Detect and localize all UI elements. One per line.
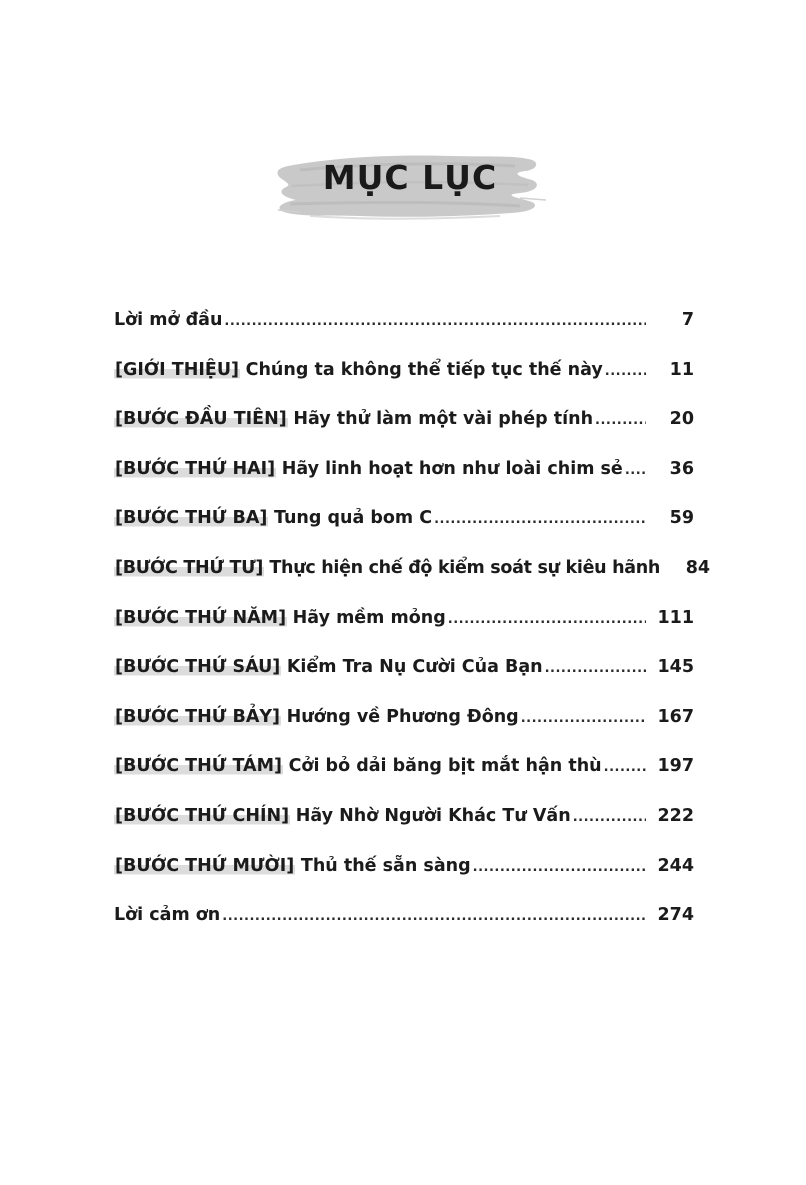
toc-entry-title: Hãy linh hoạt hơn như loài chim sẻ	[281, 458, 623, 479]
toc-entry[interactable]	[114, 796, 694, 846]
toc-entry-text	[114, 647, 543, 677]
toc-entry-title: Hãy Nhờ Người Khác Tư Vấn	[295, 805, 571, 826]
toc-entry-text	[114, 746, 602, 776]
toc-entry-text	[114, 300, 222, 330]
toc-entry-text	[114, 697, 519, 727]
toc-entry[interactable]	[114, 399, 694, 449]
dot-leader	[473, 860, 646, 875]
dot-leader	[595, 413, 646, 428]
toc-page-number: 197	[657, 756, 694, 777]
page-title: MỤC LỤC	[322, 158, 498, 197]
toc-entry[interactable]	[114, 895, 694, 945]
toc-entry-text	[114, 796, 571, 826]
toc-page-number: 274	[657, 905, 694, 926]
dot-leader	[224, 314, 646, 329]
toc-entry-text	[114, 895, 220, 925]
toc-entry[interactable]	[114, 846, 694, 896]
dot-leader	[604, 760, 646, 775]
toc-page-number: 222	[657, 805, 694, 826]
toc-entry-text	[114, 449, 623, 479]
toc-entry-title: Tung quả bom C	[273, 508, 433, 529]
toc-entry-text	[114, 350, 603, 380]
toc-entry-title: Hãy mềm mỏng	[292, 607, 446, 628]
toc-entry[interactable]	[114, 449, 694, 499]
toc-entry-text	[114, 548, 660, 578]
toc-entry-tag: [BƯỚC THỨ HAI]	[115, 458, 276, 479]
toc-page-number: 59	[669, 508, 694, 529]
toc-entry[interactable]	[114, 598, 694, 648]
toc-page-number: 244	[657, 855, 694, 876]
toc-entry[interactable]	[114, 350, 694, 400]
dot-leader	[521, 711, 646, 726]
toc-entry-tag: [BƯỚC THỨ NĂM]	[115, 607, 287, 628]
toc-entry[interactable]	[114, 548, 711, 598]
dot-leader	[605, 364, 646, 379]
toc-entry-text	[114, 399, 593, 429]
dot-leader	[573, 810, 646, 825]
toc-entry-text	[114, 598, 446, 628]
toc-entry-title: Lời mở đầu	[114, 310, 223, 330]
toc-entry-tag: [GIỚI THIỆU]	[115, 359, 240, 380]
toc-entry[interactable]	[114, 300, 694, 350]
toc-entry-title: Hướng về Phương Đông	[286, 706, 519, 727]
toc-entry-tag: [BƯỚC THỨ CHÍN]	[115, 805, 290, 826]
toc-entry[interactable]	[114, 697, 694, 747]
toc-entry-text	[114, 846, 471, 876]
toc-page-number: 167	[657, 706, 694, 727]
toc-entry-title: Chúng ta không thể tiếp tục thế này	[245, 359, 603, 380]
toc-entry-tag: [BƯỚC THỨ MƯỜI]	[115, 855, 295, 876]
toc-entry-tag: [BƯỚC THỨ SÁU]	[115, 657, 281, 678]
toc-page-number: 7	[681, 310, 694, 330]
toc-entry-title: Thực hiện chế độ kiểm soát sự kiêu hãnh	[269, 557, 661, 578]
toc-entry-title: Thủ thế sẵn sàng	[300, 855, 471, 876]
toc-page-number: 36	[669, 458, 694, 479]
toc-page-number: 11	[669, 359, 694, 380]
dot-leader	[222, 909, 646, 924]
toc-entry-tag: [BƯỚC THỨ TÁM]	[115, 756, 283, 777]
toc-entry-title: Hãy thử làm một vài phép tính	[293, 409, 594, 430]
dot-leader	[625, 463, 646, 478]
toc-entry[interactable]	[114, 498, 694, 548]
toc-entry-tag: [BƯỚC THỨ TƯ]	[115, 557, 264, 578]
toc-entry-title: Kiểm Tra Nụ Cười Của Bạn	[286, 657, 543, 678]
toc-page-number: 111	[657, 607, 694, 628]
dot-leader	[448, 612, 646, 627]
toc-entry-title: Lời cảm ơn	[114, 905, 221, 926]
toc-entry-tag: [BƯỚC THỨ BẢY]	[115, 706, 281, 727]
toc-entry[interactable]	[114, 746, 694, 796]
toc-page-number: 145	[657, 657, 694, 678]
toc-entry-text	[114, 498, 432, 528]
toc-entry-title: Cởi bỏ dải băng bịt mắt hận thù	[288, 756, 602, 777]
toc-entry-tag: [BƯỚC ĐẦU TIÊN]	[115, 409, 287, 430]
toc-entry-tag: [BƯỚC THỨ BA]	[115, 508, 268, 529]
table-of-contents	[114, 300, 711, 945]
toc-entry[interactable]	[114, 647, 694, 697]
toc-page-number: 84	[685, 557, 711, 578]
title-block	[270, 140, 550, 230]
dot-leader	[434, 512, 646, 527]
dot-leader	[545, 661, 646, 676]
toc-page-number: 20	[669, 409, 694, 430]
